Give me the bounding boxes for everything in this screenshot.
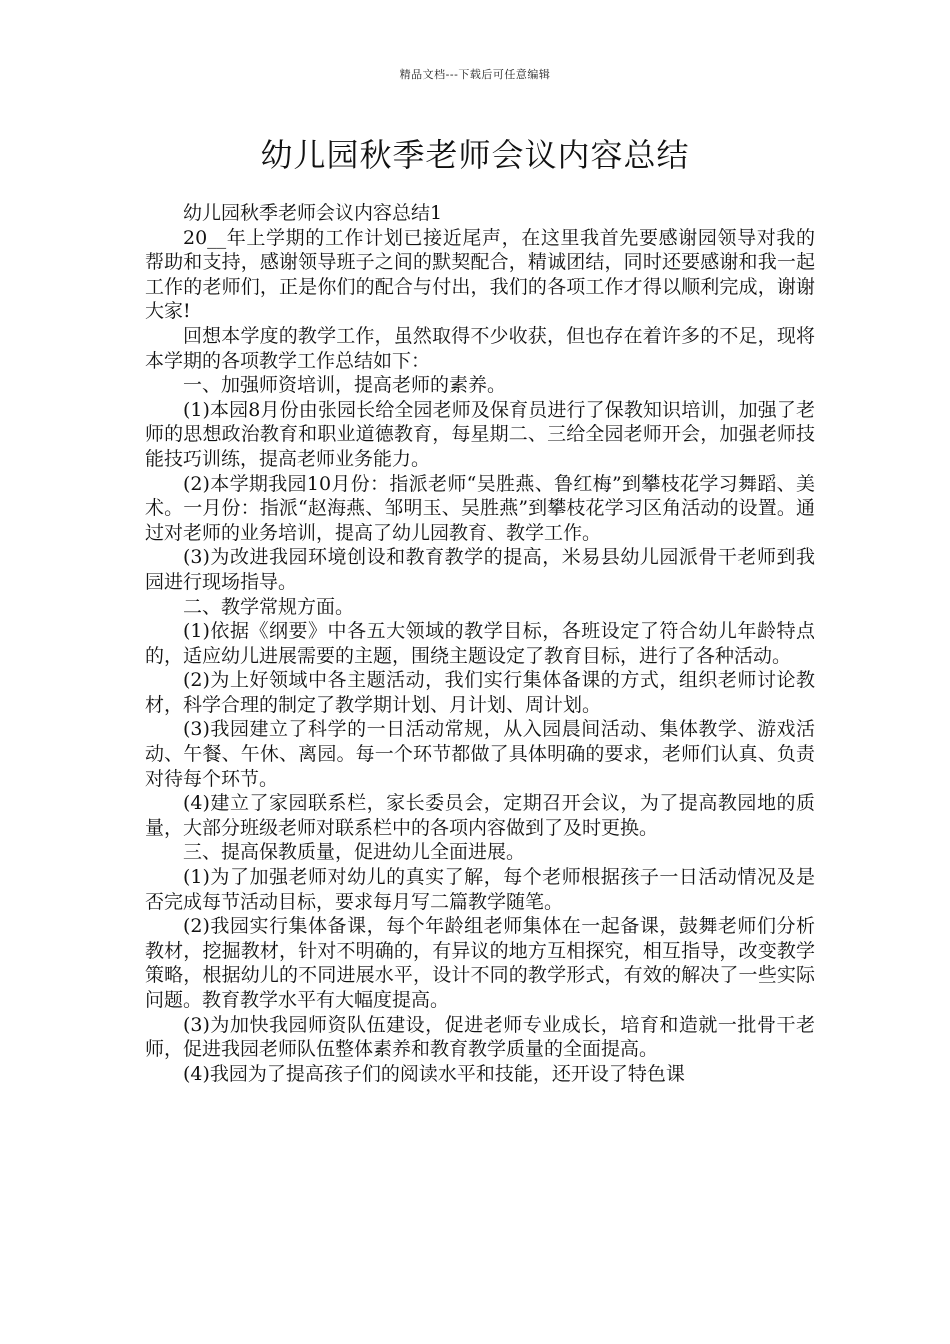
header-note: 精品文档---下载后可任意编辑 <box>399 68 551 81</box>
body-paragraph: (4)我园为了提高孩子们的阅读水平和技能，还开设了特色课 <box>183 1062 685 1085</box>
body-paragraph: (1)本园8月份由张园长给全园老师及保育员进行了保教知识培训，加强了老师的思想政治教育和职业道德教育，每星期二、三给全园老师开会，加强老师技能技巧训练，提高老师业务能力。 <box>145 398 815 470</box>
document-body <box>145 201 815 1086</box>
section-heading: 三、提高保教质量，促进幼儿全面进展。 <box>183 841 526 864</box>
subtitle-paragraph: 幼儿园秋季老师会议内容总结1 <box>183 202 443 224</box>
body-paragraph: (3)我园建立了科学的一日活动常规，从入园晨间活动、集体教学、游戏活动、午餐、午休、离园。每一个环节都做了具体明确的要求，老师们认真、负责对待每个环节。 <box>145 718 815 790</box>
body-paragraph: (4)建立了家园联系栏，家长委员会，定期召开会议，为了提高教园地的质量，大部分班级老师对联系栏中的各项内容做到了及时更换。 <box>145 792 815 839</box>
body-paragraph: (2)为上好领域中各主题活动，我们实行集体备课的方式，组织老师讨论教材，科学合理的制定了教学期计划、月计划、周计划。 <box>145 669 815 716</box>
body-paragraph: (1)依据《纲要》中各五大领域的教学目标，各班设定了符合幼儿年龄特点的，适应幼儿进展需要的主题，围绕主题设定了教育目标，进行了各种活动。 <box>145 620 815 667</box>
body-paragraph: 回想本学度的教学工作，虽然取得不少收获，但也存在着许多的不足，现将本学期的各项教学工作总结如下： <box>145 324 815 372</box>
section-heading: 一、加强师资培训，提高老师的素养。 <box>183 374 507 397</box>
body-paragraph: (3)为改进我园环境创设和教育教学的提高，米易县幼儿园派骨干老师到我园进行现场指导。 <box>145 546 815 593</box>
body-paragraph: (1)为了加强老师对幼儿的真实了解，每个老师根据孩子一日活动情况及是否完成每节活动目标，要求每月写二篇教学随笔。 <box>145 866 815 913</box>
body-paragraph: (2)我园实行集体备课，每个年龄组老师集体在一起备课，鼓舞老师们分析教材，挖掘教材，针对不明确的，有异议的地方互相探究，相互指导，改变教学策略，根据幼儿的不同进展水平，设计不同的教学形式，有效的解决了一些实际问题。教育教学水平有大幅度提高。 <box>145 915 815 1011</box>
body-paragraph: (2)本学期我园10月份：指派老师“吴胜燕、鲁红梅”到攀枝花学习舞蹈、美术。一月份：指派“赵海燕、邹明玉、吴胜燕”到攀枝花学习区角活动的设置。通过对老师的业务培训，提高了幼儿园教育、教学工作。 <box>145 472 815 544</box>
body-paragraph: (3)为加快我园师资队伍建设，促进老师专业成长，培育和造就一批骨干老师，促进我园老师队伍整体素养和教育教学质量的全面提高。 <box>145 1013 815 1061</box>
body-paragraph: 20__年上学期的工作计划已接近尾声，在这里我首先要感谢园领导对我的帮助和支持，感谢领导班子之间的默契配合，精诚团结，同时还要感谢和我一起工作的老师们，正是你们的配合与付出，我们的各项工作才得以顺利完成，谢谢大家! <box>145 226 815 323</box>
section-heading: 二、教学常规方面。 <box>183 595 355 618</box>
document-title: 幼儿园秋季老师会议内容总结 <box>260 136 690 174</box>
